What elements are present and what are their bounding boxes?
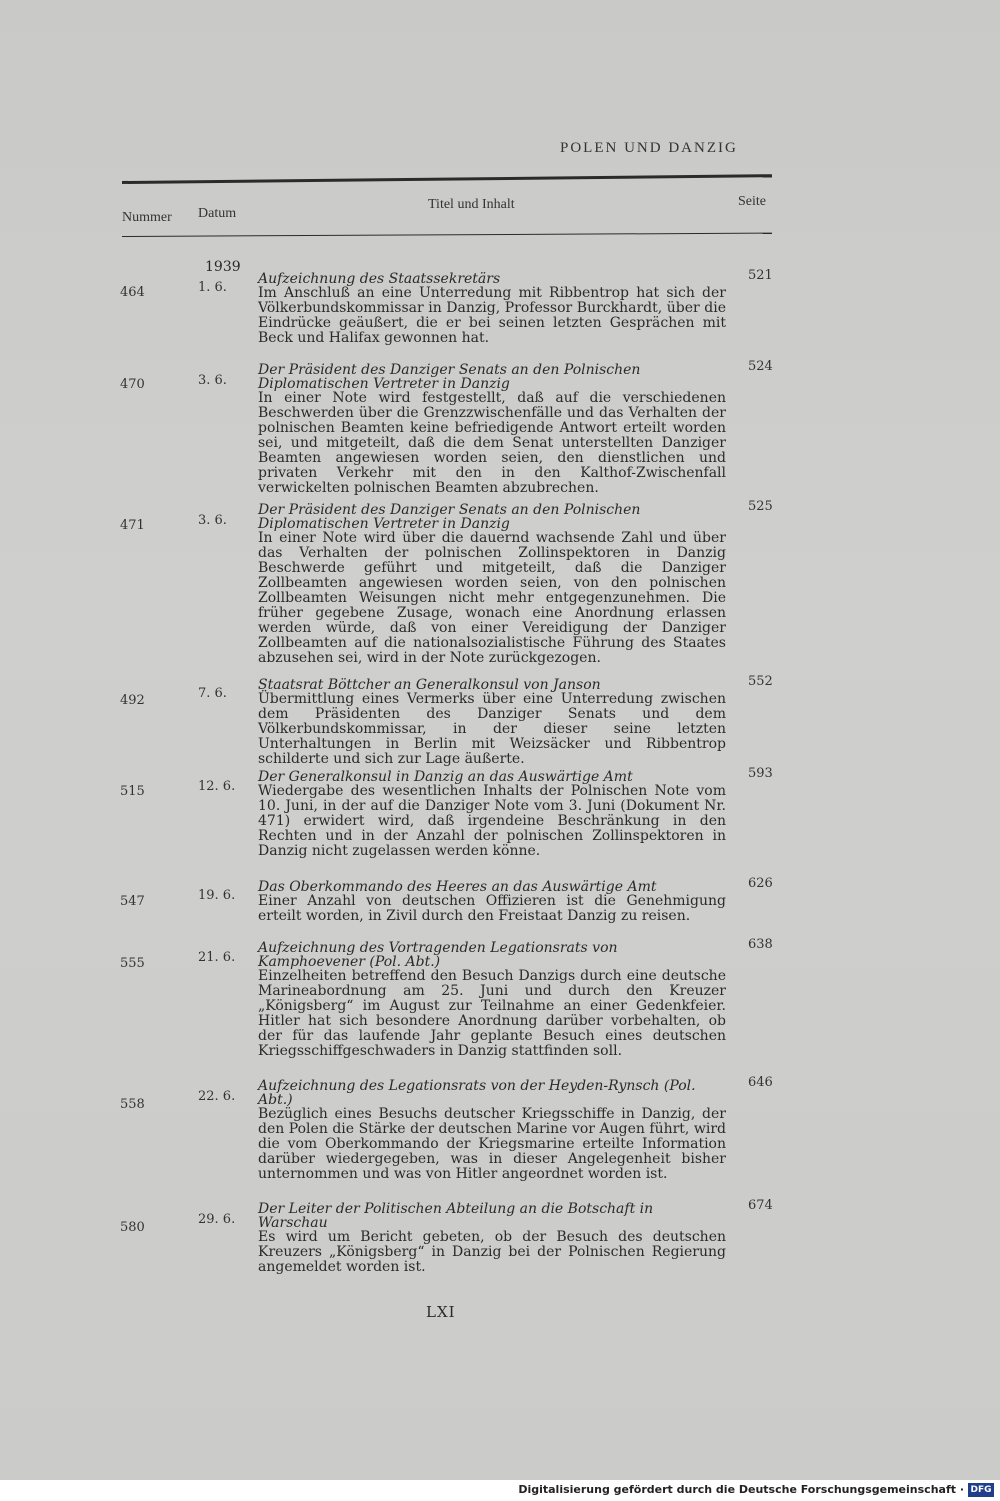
entry-number: 580 [120, 1220, 145, 1235]
entry-page: 646 [748, 1075, 773, 1090]
entry-body [258, 1202, 726, 1275]
entry-text: Bezüglich eines Besuchs deutscher Kriegsschiffe in Danzig, der den Polen die Stärke der deutschen Marine vor Augen führt, wird die vom Oberkommando der Kriegsmarine erteilte Information darüber wiedergegeben, was in dieser Angelegenheit bisher unternommen und was von Hitler angeordnet worden ist. [258, 1106, 726, 1182]
entry-text: In einer Note wird festgestellt, daß auf die verschiedenen Beschwerden über die Grenzzwischenfälle und das Verhalten der polnischen Beamten keine befriedigende Antwort erteilt worden sei, und mitgeteilt, daß die dem Senat unterstellten Danziger Beamten angewiesen worden seien, den dienstlichen und privaten Verkehr mit den in den Kalthof-Zwischenfall verwickelten polnischen Beamten abzubrechen. [258, 390, 726, 496]
entry-page: 674 [748, 1198, 773, 1213]
entry-date: 7. 6. [198, 686, 227, 701]
entry-body [258, 1079, 726, 1182]
entry-body [258, 272, 726, 346]
column-header-datum: Datum [198, 206, 237, 221]
entry-number: 464 [120, 285, 145, 300]
header-rule-bottom [122, 233, 772, 237]
column-header-nummer: Nummer [122, 210, 172, 225]
entry-title: Aufzeichnung des Legationsrats von der Heyden-Rynsch (Pol. Abt.) [258, 1078, 696, 1108]
entry-number: 558 [120, 1097, 145, 1112]
entry-page: 521 [748, 268, 773, 283]
entry-body [258, 678, 726, 767]
entry-page: 525 [748, 499, 773, 514]
entry-title: Der Leiter der Politischen Abteilung an die Botschaft in Warschau [258, 1201, 654, 1231]
entry-number: 470 [120, 377, 145, 392]
entry-text: Einzelheiten betreffend den Besuch Danzigs durch eine deutsche Marineabordnung am 25. Juni und durch den Kreuzer „Königsberg“ im August zur Teilnahme an einer Gedenkfeier. Hitler hat sich besondere Anordnung darüber vorbehalten, ob der für das laufende Jahr geplante Besuch eines deutschen Kriegsschiffgeschwaders in Danzig stattfinden soll. [258, 968, 726, 1059]
entry-number: 547 [120, 894, 145, 909]
entry-title: Der Präsident des Danziger Senats an den Polnischen Diplomatischen Vertreter in Danzig [258, 502, 641, 532]
entry-body [258, 770, 726, 859]
entry-page: 524 [748, 359, 773, 374]
column-header-titel: Titel und Inhalt [428, 197, 515, 212]
entry-page: 638 [748, 937, 773, 952]
entry-text: Wiedergabe des wesentlichen Inhalts der Polnischen Note vom 10. Juni, in der auf die Danziger Note vom 3. Juni (Dokument Nr. 471) erwidert wird, daß irgendeine Beschränkung in den Rechten und in der Anzahl der polnischen Zollinspektoren in Danzig nicht zugelassen werden könne. [258, 783, 726, 859]
page-number: LXI [426, 1303, 456, 1321]
entry-number: 492 [120, 693, 145, 708]
entry-text: In einer Note wird über die dauernd wachsende Zahl und über das Verhalten der polnischen Zollinspektoren in Danzig Beschwerde geführt und mitgeteilt, daß die Danziger Zollbeamten angewiesen worden seien, von den polnischen Zollbeamten Weisungen nicht mehr entgegenzunehmen. Die früher gegebene Zusage, wonach eine Anordnung erlassen werden würde, daß von einer Vereidigung der Danziger Zollbeamten auf die nationalsozialistische Führung des Staates abzusehen sei, wird in der Note zurückgezogen. [258, 530, 726, 666]
entry-title: Staatsrat Böttcher an Generalkonsul von Janson [258, 677, 601, 693]
entry-title: Aufzeichnung des Vortragenden Legationsrats von Kamphoevener (Pol. Abt.) [258, 940, 618, 970]
entry-date: 12. 6. [198, 779, 236, 794]
entry-number: 471 [120, 518, 145, 533]
dfg-logo-icon: DFG [968, 1483, 994, 1497]
header-rule-top [122, 174, 772, 184]
entry-title: Der Präsident des Danziger Senats an den Polnischen Diplomatischen Vertreter in Danzig [258, 362, 641, 392]
entry-date: 29. 6. [198, 1212, 236, 1227]
entry-page: 626 [748, 876, 773, 891]
entry-text: Im Anschluß an eine Unterredung mit Ribbentrop hat sich der Völkerbundskommissar in Danzig, Professor Burckhardt, über die Eindrücke geäußert, die er bei seinen letzten Gesprächen mit Beck und Halifax gewonnen hat. [258, 285, 726, 346]
entry-date: 1. 6. [198, 280, 227, 295]
entry-title: Der Generalkonsul in Danzig an das Auswärtige Amt [258, 769, 633, 785]
entry-date: 3. 6. [198, 513, 227, 528]
entry-text: Einer Anzahl von deutschen Offizieren ist die Genehmigung erteilt worden, in Zivil durch den Freistaat Danzig zu reisen. [258, 893, 726, 924]
entry-page: 552 [748, 674, 773, 689]
entry-title: Das Oberkommando des Heeres an das Auswärtige Amt [258, 879, 657, 895]
entry-date: 19. 6. [198, 888, 236, 903]
entry-date: 3. 6. [198, 373, 227, 388]
entry-text: Übermittlung eines Vermerks über eine Unterredung zwischen dem Präsidenten des Danziger Senats und dem Völkerbundskommissar, in der dieser seine letzten Unterhaltungen in Berlin mit Weizsäcker und Ribbentrop schilderte und sich zur Lage äußerte. [258, 691, 726, 767]
entry-page: 593 [748, 766, 773, 781]
column-header-seite: Seite [738, 194, 766, 209]
entry-title: Aufzeichnung des Staatssekretärs [258, 271, 501, 287]
entry-body [258, 880, 726, 924]
entry-number: 515 [120, 784, 145, 799]
entry-number: 555 [120, 956, 145, 971]
entry-date: 21. 6. [198, 950, 236, 965]
year-label: 1939 [205, 259, 241, 275]
entry-body [258, 941, 726, 1059]
running-head: POLEN UND DANZIG [560, 140, 738, 156]
footer-bar [0, 1480, 1000, 1501]
footer-credit: Digitalisierung gefördert durch die Deutsche Forschungsgemeinschaft · [518, 1483, 964, 1496]
entry-text: Es wird um Bericht gebeten, ob der Besuch des deutschen Kreuzers „Königsberg“ in Danzig bei der Polnischen Regierung angemeldet worden ist. [258, 1229, 726, 1275]
entry-date: 22. 6. [198, 1089, 236, 1104]
entry-body [258, 503, 726, 666]
entry-body [258, 363, 726, 496]
